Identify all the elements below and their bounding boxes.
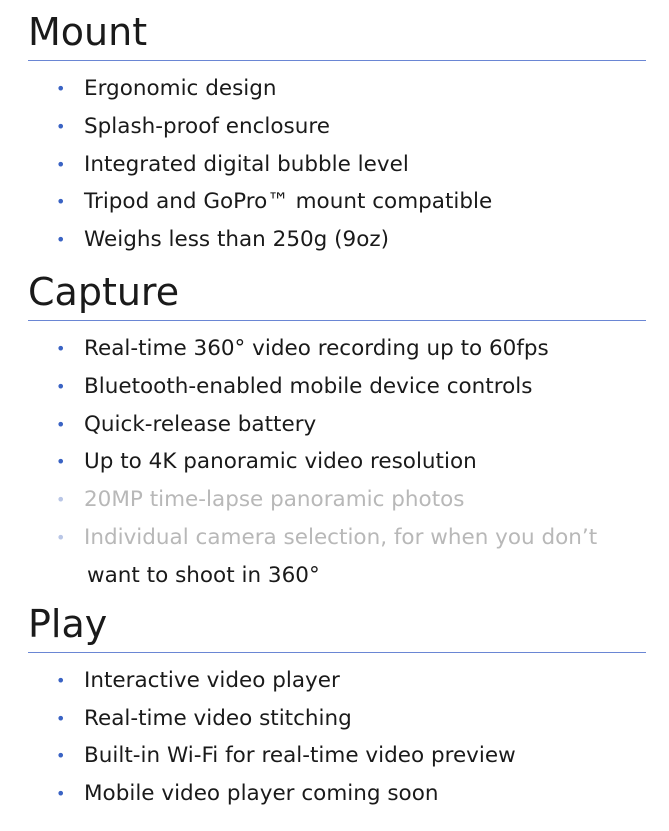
bullet-icon: • [56, 709, 66, 728]
bullet-icon: • [56, 784, 66, 803]
list-item-text: Tripod and GoPro™ mount compatible [84, 189, 493, 214]
list-item-text: Quick-release battery [84, 412, 317, 437]
list-item [0, 519, 640, 595]
list-item-text-continuation: want to shoot in 360° [87, 563, 320, 588]
list-item-text: Weighs less than 250g (9oz) [84, 227, 390, 252]
list-item-text: Ergonomic design [84, 76, 277, 101]
list-item-text: Built-in Wi-Fi for real-time video preview [84, 743, 516, 768]
list-item-text: Integrated digital bubble level [84, 152, 409, 177]
bullet-icon: • [56, 452, 66, 471]
list-item [0, 481, 640, 519]
list-item-text: Interactive video player [84, 668, 340, 693]
list-item [0, 775, 640, 813]
list-item [0, 700, 640, 738]
list-item-text [84, 519, 624, 595]
bullet-icon: • [56, 155, 66, 174]
section-title-play: Play [28, 602, 108, 646]
section-title-mount: Mount [28, 10, 148, 54]
list-item [0, 146, 640, 184]
bullet-icon: • [56, 79, 66, 98]
bullet-icon: • [56, 671, 66, 690]
bullet-icon: • [56, 230, 66, 249]
list-item-text-line: Individual camera selection, for when you don’t [84, 525, 598, 550]
bullet-icon: • [56, 415, 66, 434]
bullet-icon: • [56, 490, 66, 509]
list-item [0, 221, 640, 259]
list-item [0, 368, 640, 406]
list-item-text: Up to 4K panoramic video resolution [84, 449, 477, 474]
list-item [0, 737, 640, 775]
list-item-text: Mobile video player coming soon [84, 781, 439, 806]
list-item-text: Splash-proof enclosure [84, 114, 330, 139]
bullet-icon: • [56, 117, 66, 136]
list-item [0, 330, 640, 368]
section-title-capture: Capture [28, 270, 180, 314]
section-divider-play [28, 652, 646, 653]
list-item [0, 70, 640, 108]
list-item [0, 183, 640, 221]
list-item [0, 406, 640, 444]
list-item [0, 662, 640, 700]
bullet-icon: • [56, 746, 66, 765]
list-item [0, 443, 640, 481]
list-item-text: Bluetooth-enabled mobile device controls [84, 374, 533, 399]
bullet-icon: • [56, 528, 66, 547]
section-divider-capture [28, 320, 646, 321]
list-item [0, 108, 640, 146]
bullet-icon: • [56, 192, 66, 211]
bullet-icon: • [56, 377, 66, 396]
list-item-text: 20MP time-lapse panoramic photos [84, 487, 465, 512]
bullet-icon: • [56, 339, 66, 358]
list-item-text: Real-time video stitching [84, 706, 352, 731]
list-item-text: Real-time 360° video recording up to 60fps [84, 336, 549, 361]
section-divider-mount [28, 60, 646, 61]
